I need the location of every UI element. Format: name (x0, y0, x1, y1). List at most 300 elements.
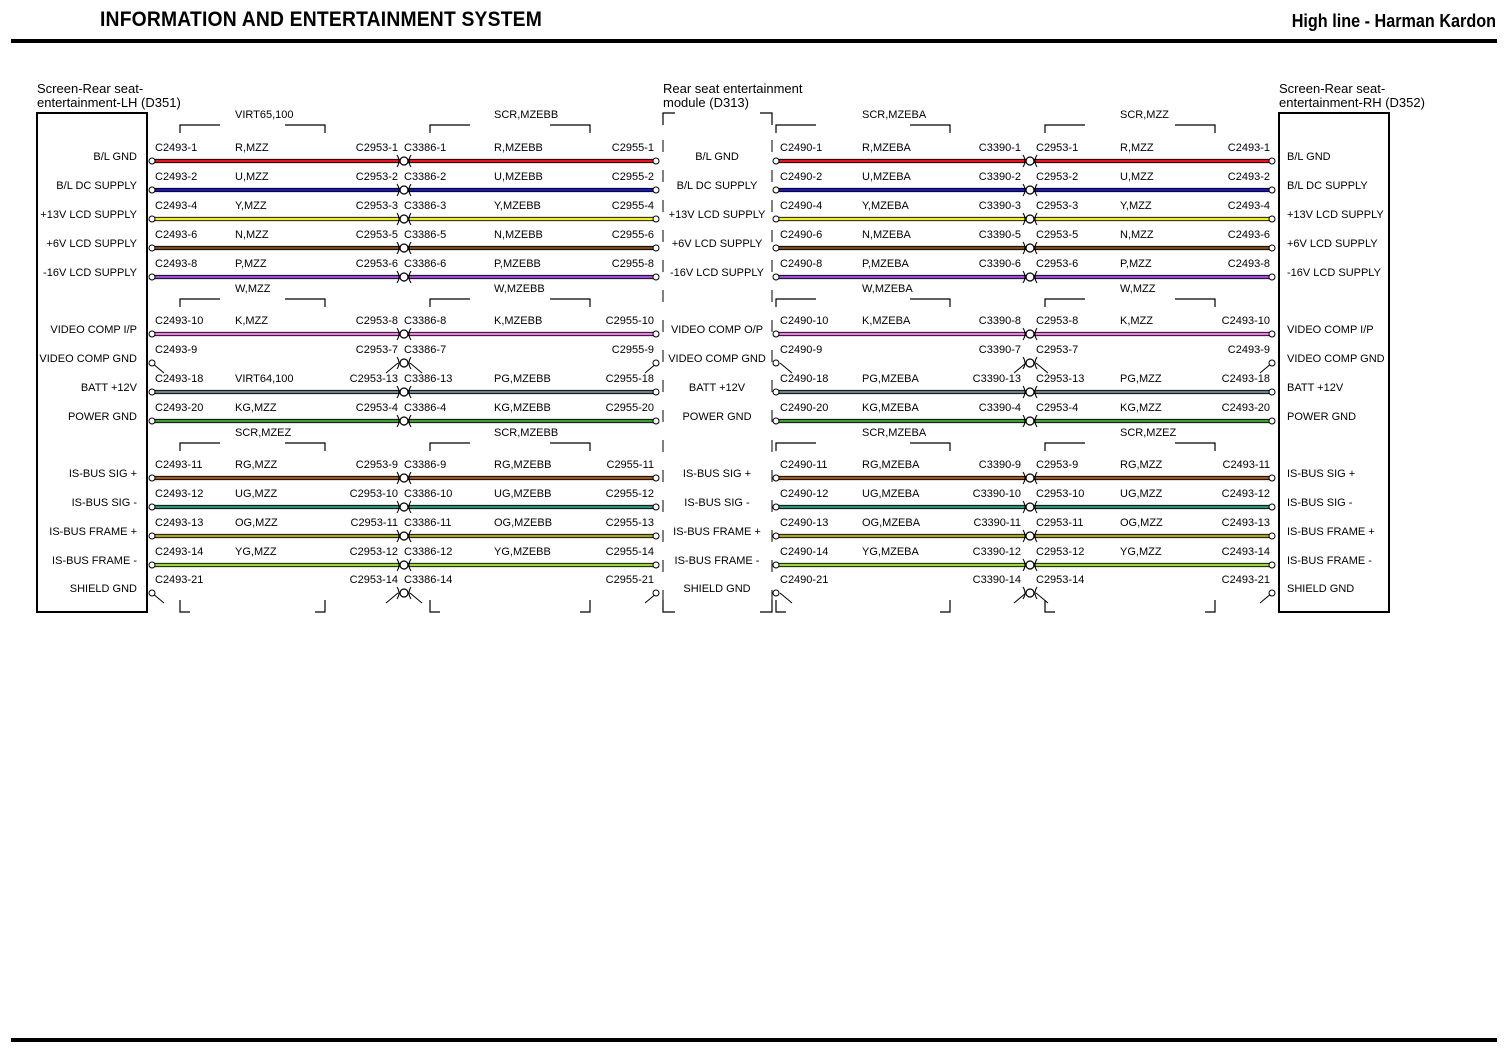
connector-pin-label: C2955-9 (611, 344, 654, 356)
module-pin-label-mid: +6V LCD SUPPLY (671, 238, 763, 250)
connector-pin-label: C2953-13 (1036, 373, 1085, 385)
connector-pin-label: C2953-11 (350, 517, 398, 529)
terminal-symbol (653, 216, 659, 222)
wire-code-label: YG,MZZ (1120, 546, 1162, 558)
connector-pin-label: C2493-8 (1227, 258, 1270, 270)
inline-connector-symbol (1026, 417, 1034, 425)
wire-code-label: RG,MZEBB (494, 459, 552, 471)
terminal-symbol (773, 360, 779, 366)
connector-pin-label: C2493-2 (1227, 171, 1270, 183)
wire-code-label: R,MZZ (235, 142, 269, 154)
wire-code-label: UG,MZEBB (494, 488, 552, 500)
connector-pin-label: C3386-4 (404, 402, 447, 414)
wire-code-label: K,MZEBB (494, 315, 543, 327)
wire-code-label: KG,MZEBB (494, 402, 551, 414)
module-pin-label-lh: VIDEO COMP GND (39, 353, 137, 365)
wire-code-label: U,MZZ (235, 171, 269, 183)
terminal-symbol (773, 590, 779, 596)
shield-stub (152, 363, 398, 373)
terminal-symbol (653, 475, 659, 481)
terminal-symbol (653, 418, 659, 424)
module-pin-label-mid: -16V LCD SUPPLY (670, 267, 764, 279)
module-pin-label-mid: IS-BUS SIG - (684, 497, 750, 509)
terminal-symbol (149, 187, 155, 193)
connector-pin-label: C2493-6 (1227, 229, 1270, 241)
shield-stub (410, 593, 657, 603)
connector-pin-label: C2953-5 (355, 229, 398, 241)
terminal-symbol (653, 158, 659, 164)
terminal-symbol (653, 389, 659, 395)
inline-connector-symbol (1026, 157, 1034, 165)
inline-connector-symbol (1026, 186, 1034, 194)
terminal-symbol (773, 562, 779, 568)
wire-code-label: N,MZEBA (862, 229, 911, 241)
module-pin-label-rh: VIDEO COMP GND (1287, 353, 1385, 365)
connector-pin-label: C3390-3 (978, 200, 1021, 212)
terminal-symbol (149, 562, 155, 568)
inline-connector-symbol (400, 532, 408, 540)
connector-pin-label: C2955-12 (605, 488, 654, 500)
connector-pin-label: C2953-4 (1036, 402, 1079, 414)
connector-pin-label: C3386-11 (404, 517, 452, 529)
harness-bracket-top (776, 125, 950, 133)
connector-pin-label: C2493-1 (155, 142, 198, 154)
connector-pin-label: C3390-5 (978, 229, 1021, 241)
wire-code-label: UG,MZZ (1120, 488, 1163, 500)
connector-pin-label: C2955-13 (605, 517, 654, 529)
connector-pin-label: C2955-8 (611, 258, 654, 270)
connector-pin-label: C3386-6 (404, 258, 447, 270)
inline-connector-symbol (400, 561, 408, 569)
harness-label: W,MZEBB (494, 283, 545, 295)
connector-pin-label: C2493-8 (155, 258, 198, 270)
inline-connector-symbol (1026, 561, 1034, 569)
page-subtitle: High line - Harman Kardon (1291, 11, 1496, 31)
connector-pin-label: C2493-13 (1221, 517, 1270, 529)
terminal-symbol (1269, 216, 1275, 222)
connector-pin-label: C2490-14 (780, 546, 829, 558)
harness-bracket-bottom (1045, 600, 1215, 612)
connector-pin-label: C2953-11 (1036, 517, 1084, 529)
wire-code-label: R,MZZ (1120, 142, 1154, 154)
wire-code-label: RG,MZEBA (862, 459, 920, 471)
shield-stub (780, 593, 1026, 603)
harness-bracket-bottom (776, 600, 950, 612)
wire-code-label: YG,MZZ (235, 546, 277, 558)
connector-pin-label: C3390-12 (972, 546, 1021, 558)
wire-code-label: R,MZEBB (494, 142, 543, 154)
wire-code-label: YG,MZEBA (862, 546, 919, 558)
terminal-symbol (149, 504, 155, 510)
connector-pin-label: C2493-4 (1227, 200, 1270, 212)
harness-bracket-top (776, 443, 950, 451)
module-pin-label-mid: SHIELD GND (683, 583, 751, 595)
module-pin-label-mid: VIDEO COMP O/P (670, 324, 764, 336)
module-pin-label-mid: POWER GND (682, 411, 752, 423)
harness-bracket-top (430, 443, 590, 451)
wire-code-label: OG,MZEBB (494, 517, 553, 529)
terminal-symbol (149, 331, 155, 337)
wire-code-label: P,MZZ (1120, 258, 1152, 270)
module-pin-label-lh: IS-BUS FRAME - (52, 555, 137, 567)
wire-code-label: OG,MZZ (235, 517, 278, 529)
module-pin-label-mid: B/L DC SUPPLY (676, 180, 758, 192)
terminal-symbol (773, 245, 779, 251)
connector-pin-label: C2953-6 (355, 258, 398, 270)
terminal-symbol (773, 475, 779, 481)
module-pin-label-lh: BATT +12V (80, 382, 137, 394)
connector-pin-label: C2953-10 (349, 488, 398, 500)
connector-pin-label: C2490-8 (780, 258, 823, 270)
terminal-symbol (1269, 331, 1275, 337)
module-title-lh-2: entertainment-LH (D351) (37, 95, 181, 110)
terminal-symbol (149, 475, 155, 481)
wire-code-label: N,MZZ (1120, 229, 1154, 241)
wire-code-label: UG,MZZ (235, 488, 278, 500)
connector-pin-label: C3386-13 (404, 373, 453, 385)
connector-pin-label: C3386-14 (404, 574, 453, 586)
terminal-symbol (773, 274, 779, 280)
wire-code-label: U,MZEBB (494, 171, 543, 183)
harness-label: W,MZZ (235, 283, 271, 295)
inline-connector-symbol (400, 388, 408, 396)
connector-pin-label: C2953-12 (1036, 546, 1085, 558)
terminal-symbol (773, 504, 779, 510)
wire-code-label: Y,MZEBB (494, 200, 541, 212)
terminal-symbol (653, 590, 659, 596)
connector-pin-label: C2493-18 (1221, 373, 1270, 385)
wire-code-label: OG,MZEBA (862, 517, 921, 529)
module-pin-label-rh: POWER GND (1287, 411, 1357, 423)
connector-pin-label: C3390-9 (978, 459, 1021, 471)
harness-bracket-top (776, 299, 950, 307)
inline-connector-symbol (1026, 215, 1034, 223)
harness-label: W,MZEBA (862, 283, 913, 295)
terminal-symbol (773, 389, 779, 395)
module-pin-label-mid: IS-BUS SIG + (682, 468, 752, 480)
wire-code-label: P,MZEBB (494, 258, 541, 270)
terminal-symbol (1269, 418, 1275, 424)
wire-code-label: Y,MZEBA (862, 200, 909, 212)
connector-pin-label: C3390-10 (972, 488, 1021, 500)
connector-pin-label: C2955-20 (605, 402, 654, 414)
connector-pin-label: C2955-6 (611, 229, 654, 241)
connector-pin-label: C2490-21 (780, 574, 829, 586)
terminal-symbol (149, 360, 155, 366)
harness-label: VIRT65,100 (235, 109, 294, 121)
terminal-symbol (773, 187, 779, 193)
module-title-rh-2: entertainment-RH (D352) (1279, 95, 1425, 110)
connector-pin-label: C2953-8 (355, 315, 398, 327)
wire-code-label: U,MZEBA (862, 171, 911, 183)
connector-pin-label: C3390-13 (972, 373, 1021, 385)
terminal-symbol (149, 590, 155, 596)
wire-code-label: YG,MZEBB (494, 546, 551, 558)
wire-code-label: KG,MZZ (1120, 402, 1162, 414)
shield-stub (780, 363, 1026, 373)
inline-connector-symbol (400, 503, 408, 511)
connector-pin-label: C2493-6 (155, 229, 198, 241)
connector-pin-label: C2953-8 (1036, 315, 1079, 327)
connector-pin-label: C2490-10 (780, 315, 829, 327)
terminal-symbol (653, 245, 659, 251)
terminal-symbol (653, 533, 659, 539)
connector-pin-label: C2493-1 (1227, 142, 1270, 154)
harness-bracket-top (180, 299, 325, 307)
inline-connector-symbol (1026, 532, 1034, 540)
connector-pin-label: C2953-1 (355, 142, 398, 154)
connector-pin-label: C2955-2 (611, 171, 654, 183)
terminal-symbol (653, 187, 659, 193)
terminal-symbol (1269, 475, 1275, 481)
module-pin-label-lh: -16V LCD SUPPLY (43, 267, 137, 279)
module-pin-label-lh: B/L DC SUPPLY (56, 180, 137, 192)
connector-pin-label: C2493-13 (155, 517, 204, 529)
connector-pin-label: C3386-5 (404, 229, 447, 241)
wire-code-label: PG,MZEBB (494, 373, 551, 385)
module-pin-label-lh: VIDEO COMP I/P (50, 324, 137, 336)
inline-connector-symbol (1026, 359, 1034, 367)
module-pin-label-mid: VIDEO COMP GND (668, 353, 766, 365)
harness-label: SCR,MZZ (1120, 109, 1169, 121)
terminal-symbol (149, 216, 155, 222)
harness-label: SCR,MZEZ (1120, 427, 1177, 439)
harness-label: SCR,MZEBB (494, 109, 559, 121)
connector-pin-label: C3390-2 (978, 171, 1021, 183)
harness-bracket-top (1045, 125, 1215, 133)
harness-bracket-top (430, 125, 590, 133)
wire-code-label: Y,MZZ (1120, 200, 1152, 212)
terminal-symbol (773, 418, 779, 424)
module-title-lh-1: Screen-Rear seat- (37, 81, 144, 96)
terminal-symbol (653, 562, 659, 568)
connector-pin-label: C3386-10 (404, 488, 453, 500)
module-pin-label-rh: IS-BUS SIG - (1287, 497, 1353, 509)
connector-pin-label: C2953-6 (1036, 258, 1079, 270)
harness-bracket-top (180, 443, 325, 451)
shield-stub (410, 363, 657, 373)
connector-pin-label: C2493-10 (155, 315, 204, 327)
connector-pin-label: C2953-14 (1036, 574, 1085, 586)
terminal-symbol (149, 389, 155, 395)
connector-pin-label: C3386-9 (404, 459, 447, 471)
terminal-symbol (1269, 245, 1275, 251)
connector-pin-label: C2953-9 (355, 459, 398, 471)
connector-pin-label: C3386-8 (404, 315, 447, 327)
harness-bracket-bottom (430, 600, 590, 612)
connector-pin-label: C3386-3 (404, 200, 447, 212)
terminal-symbol (1269, 158, 1275, 164)
harness-label: SCR,MZEZ (235, 427, 292, 439)
connector-pin-label: C2490-9 (780, 344, 823, 356)
terminal-symbol (1269, 562, 1275, 568)
module-pin-label-rh: SHIELD GND (1287, 583, 1355, 595)
terminal-symbol (149, 158, 155, 164)
connector-pin-label: C2493-18 (155, 373, 204, 385)
connector-pin-label: C2953-12 (349, 546, 398, 558)
module-pin-label-lh: +6V LCD SUPPLY (46, 238, 137, 250)
module-pin-label-rh: B/L GND (1287, 151, 1331, 163)
harness-bracket-top (1045, 443, 1215, 451)
wire-code-label: U,MZZ (1120, 171, 1154, 183)
harness-label: W,MZZ (1120, 283, 1156, 295)
module-pin-label-mid: IS-BUS FRAME - (674, 555, 760, 567)
connector-pin-label: C2955-1 (611, 142, 654, 154)
connector-pin-label: C2493-20 (1221, 402, 1270, 414)
connector-pin-label: C2493-9 (1227, 344, 1270, 356)
harness-bracket-top (1045, 299, 1215, 307)
connector-pin-label: C2953-3 (355, 200, 398, 212)
harness-bracket-top (430, 299, 590, 307)
harness-label: SCR,MZEBA (862, 109, 927, 121)
harness-bracket-bottom (180, 600, 325, 612)
wire-code-label: K,MZZ (235, 315, 268, 327)
inline-connector-symbol (1026, 330, 1034, 338)
wire-code-label: RG,MZZ (235, 459, 278, 471)
terminal-symbol (1269, 504, 1275, 510)
connector-pin-label: C2953-2 (355, 171, 398, 183)
module-pin-label-lh: IS-BUS FRAME + (49, 526, 137, 538)
inline-connector-symbol (400, 273, 408, 281)
inline-connector-symbol (400, 330, 408, 338)
connector-pin-label: C2490-12 (780, 488, 829, 500)
module-pin-label-mid: IS-BUS FRAME + (673, 526, 761, 538)
shield-stub (1036, 593, 1272, 603)
connector-pin-label: C2493-21 (1221, 574, 1270, 586)
connector-pin-label: C2953-7 (1036, 344, 1079, 356)
connector-pin-label: C2490-13 (780, 517, 829, 529)
module-pin-label-rh: IS-BUS FRAME + (1287, 526, 1375, 538)
inline-connector-symbol (400, 417, 408, 425)
connector-pin-label: C2490-18 (780, 373, 829, 385)
wire-code-label: Y,MZZ (235, 200, 267, 212)
connector-pin-label: C2953-1 (1036, 142, 1079, 154)
wire-code-label: KG,MZZ (235, 402, 277, 414)
terminal-symbol (653, 274, 659, 280)
module-pin-label-lh: IS-BUS SIG + (68, 468, 137, 480)
connector-pin-label: C2953-13 (349, 373, 398, 385)
module-pin-label-rh: BATT +12V (1287, 382, 1344, 394)
module-pin-label-lh: +13V LCD SUPPLY (40, 209, 137, 221)
wire-code-label: K,MZEBA (862, 315, 911, 327)
connector-pin-label: C3386-7 (404, 344, 447, 356)
connector-pin-label: C2953-2 (1036, 171, 1079, 183)
module-pin-label-lh: IS-BUS SIG - (71, 497, 137, 509)
connector-pin-label: C2490-1 (780, 142, 823, 154)
terminal-symbol (653, 360, 659, 366)
wire-code-label: OG,MZZ (1120, 517, 1163, 529)
connector-pin-label: C2953-7 (355, 344, 398, 356)
harness-label: SCR,MZEBB (494, 427, 559, 439)
connector-pin-label: C2955-14 (605, 546, 654, 558)
connector-pin-label: C3386-12 (404, 546, 453, 558)
page-title: INFORMATION AND ENTERTAINMENT SYSTEM (100, 8, 543, 31)
connector-pin-label: C2493-4 (155, 200, 198, 212)
terminal-symbol (773, 158, 779, 164)
connector-pin-label: C3390-1 (978, 142, 1021, 154)
connector-pin-label: C2955-11 (606, 459, 654, 471)
wire-code-label: P,MZZ (235, 258, 267, 270)
module-pin-label-rh: VIDEO COMP I/P (1287, 324, 1374, 336)
connector-pin-label: C2493-20 (155, 402, 204, 414)
connector-pin-label: C3386-1 (404, 142, 447, 154)
connector-pin-label: C2493-2 (155, 171, 198, 183)
connector-pin-label: C2490-20 (780, 402, 829, 414)
connector-pin-label: C2955-10 (605, 315, 654, 327)
module-pin-label-rh: IS-BUS FRAME - (1287, 555, 1372, 567)
connector-pin-label: C2493-12 (1221, 488, 1270, 500)
harness-bracket-top (180, 125, 325, 133)
connector-pin-label: C2490-4 (780, 200, 823, 212)
wire-code-label: K,MZZ (1120, 315, 1153, 327)
module-pin-label-mid: +13V LCD SUPPLY (668, 209, 766, 221)
wire-code-label: N,MZZ (235, 229, 269, 241)
connector-pin-label: C2953-3 (1036, 200, 1079, 212)
terminal-symbol (1269, 533, 1275, 539)
terminal-symbol (773, 533, 779, 539)
inline-connector-symbol (1026, 503, 1034, 511)
terminal-symbol (1269, 590, 1275, 596)
connector-pin-label: C3390-6 (978, 258, 1021, 270)
harness-label: SCR,MZEBA (862, 427, 927, 439)
shield-stub (1036, 363, 1272, 373)
module-pin-label-mid: BATT +12V (688, 382, 746, 394)
wire-code-label: PG,MZEBA (862, 373, 919, 385)
connector-pin-label: C3390-7 (978, 344, 1021, 356)
connector-pin-label: C2953-5 (1036, 229, 1079, 241)
terminal-symbol (773, 216, 779, 222)
connector-pin-label: C2953-14 (349, 574, 398, 586)
inline-connector-symbol (400, 359, 408, 367)
wire-code-label: P,MZEBA (862, 258, 909, 270)
module-pin-label-lh: SHIELD GND (69, 583, 137, 595)
terminal-symbol (149, 533, 155, 539)
connector-pin-label: C2493-11 (1222, 459, 1270, 471)
terminal-symbol (1269, 389, 1275, 395)
module-pin-label-mid: B/L GND (695, 151, 739, 163)
terminal-symbol (149, 418, 155, 424)
inline-connector-symbol (400, 186, 408, 194)
wire-code-label: UG,MZEBA (862, 488, 920, 500)
connector-pin-label: C2953-9 (1036, 459, 1079, 471)
inline-connector-symbol (400, 215, 408, 223)
connector-pin-label: C2493-14 (155, 546, 204, 558)
connector-pin-label: C2953-10 (1036, 488, 1085, 500)
connector-pin-label: C2490-2 (780, 171, 823, 183)
inline-connector-symbol (400, 244, 408, 252)
module-title-mid-2: module (D313) (663, 95, 749, 110)
module-pin-label-rh: +6V LCD SUPPLY (1287, 238, 1378, 250)
connector-pin-label: C3390-4 (978, 402, 1021, 414)
connector-pin-label: C2493-10 (1221, 315, 1270, 327)
connector-pin-label: C2955-21 (605, 574, 654, 586)
connector-pin-label: C3390-11 (973, 517, 1021, 529)
terminal-symbol (1269, 360, 1275, 366)
module-pin-label-rh: +13V LCD SUPPLY (1287, 209, 1384, 221)
connector-pin-label: C2953-4 (355, 402, 398, 414)
inline-connector-symbol (400, 589, 408, 597)
inline-connector-symbol (1026, 244, 1034, 252)
module-pin-label-rh: -16V LCD SUPPLY (1287, 267, 1381, 279)
module-pin-label-rh: B/L DC SUPPLY (1287, 180, 1368, 192)
wire-code-label: RG,MZZ (1120, 459, 1163, 471)
connector-pin-label: C2490-6 (780, 229, 823, 241)
connector-pin-label: C2955-18 (605, 373, 654, 385)
wire-code-label: N,MZEBB (494, 229, 543, 241)
terminal-symbol (1269, 187, 1275, 193)
module-title-rh-1: Screen-Rear seat- (1279, 81, 1386, 96)
connector-pin-label: C2493-11 (155, 459, 203, 471)
